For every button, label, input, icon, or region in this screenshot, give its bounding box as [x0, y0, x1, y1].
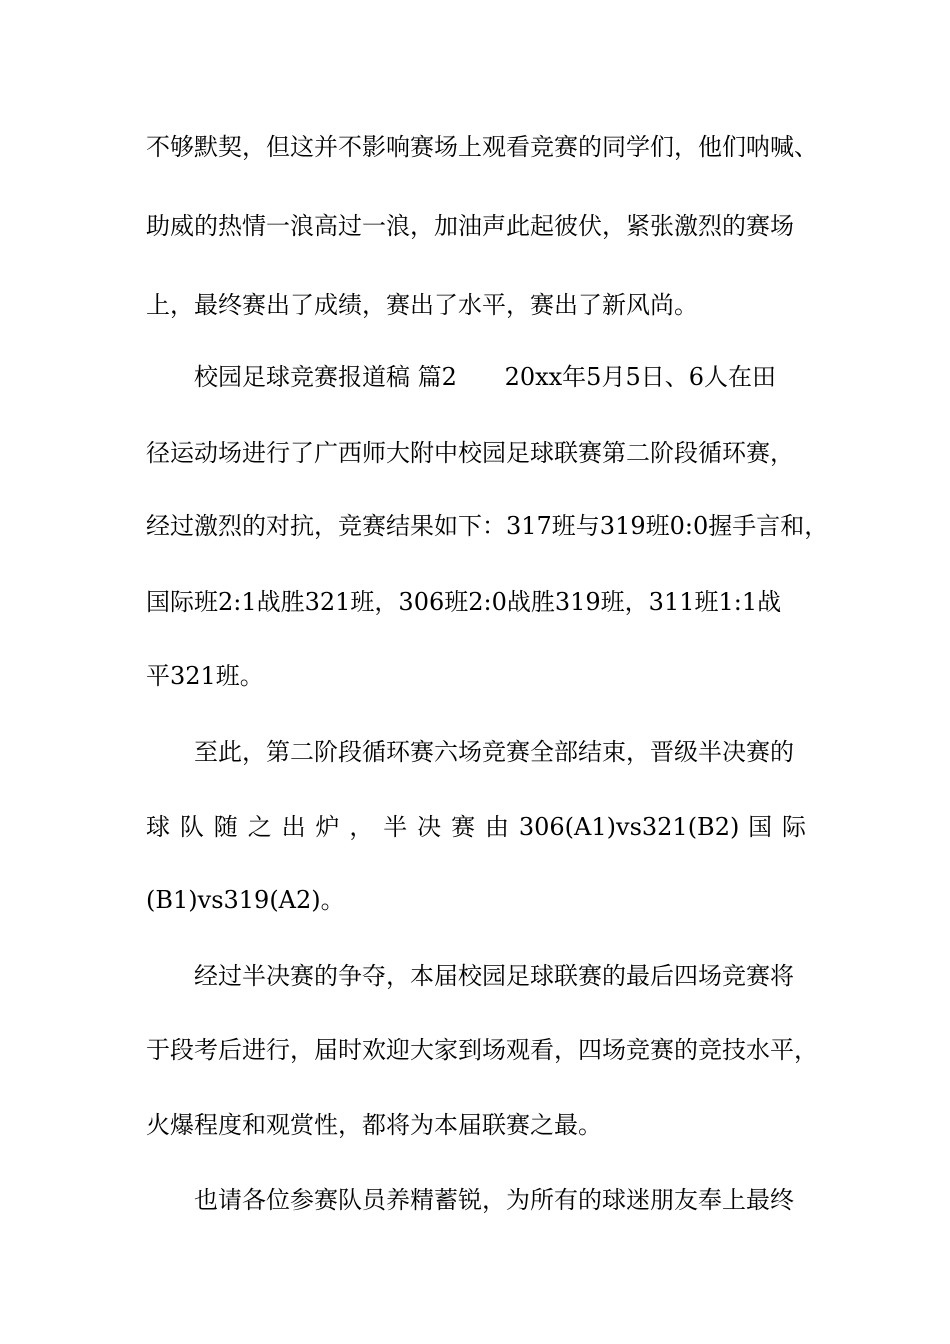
- body-text-line: 国际班2:1战胜321班，306班2:0战胜319班，311班1:1战: [146, 588, 782, 616]
- body-text-line: 于段考后进行，届时欢迎大家到场观看，四场竞赛的竞技水平，: [146, 1036, 818, 1064]
- body-text-line: 火爆程度和观赏性，都将为本届联赛之最。: [146, 1111, 602, 1139]
- body-text-line: 径运动场进行了广西师大附中校园足球联赛第二阶段循环赛，: [146, 439, 794, 467]
- paragraph-first-line: 经过半决赛的争夺，本届校园足球联赛的最后四场竞赛将: [194, 962, 794, 990]
- section-date-text: 20xx年5月5日、6人在田: [504, 363, 776, 391]
- body-text-line: 平321班。: [146, 662, 264, 690]
- body-text-line: 球 队 随 之 出 炉 ， 半 决 赛 由 306(A1)vs321(B2) 国 际: [146, 813, 806, 841]
- body-text-line: 不够默契，但这并不影响赛场上观看竞赛的同学们，他们呐喊、: [146, 133, 818, 161]
- paragraph-first-line: 也请各位参赛队员养精蓄锐，为所有的球迷朋友奉上最终: [194, 1186, 794, 1214]
- section-title: 校园足球竞赛报道稿: [194, 363, 410, 391]
- paragraph-first-line: 至此，第二阶段循环赛六场竞赛全部结束，晋级半决赛的: [194, 738, 794, 766]
- body-text-line: 经过激烈的对抗，竞赛结果如下：317班与319班0:0握手言和，: [146, 512, 829, 540]
- section-heading-line: [194, 362, 806, 392]
- body-text-line: (B1)vs319(A2)。: [146, 886, 345, 914]
- section-part-label: 篇2: [417, 363, 457, 391]
- body-text-line: 上，最终赛出了成绩，赛出了水平，赛出了新风尚。: [146, 291, 698, 319]
- body-text-line: 助威的热情一浪高过一浪，加油声此起彼伏，紧张激烈的赛场: [146, 212, 794, 240]
